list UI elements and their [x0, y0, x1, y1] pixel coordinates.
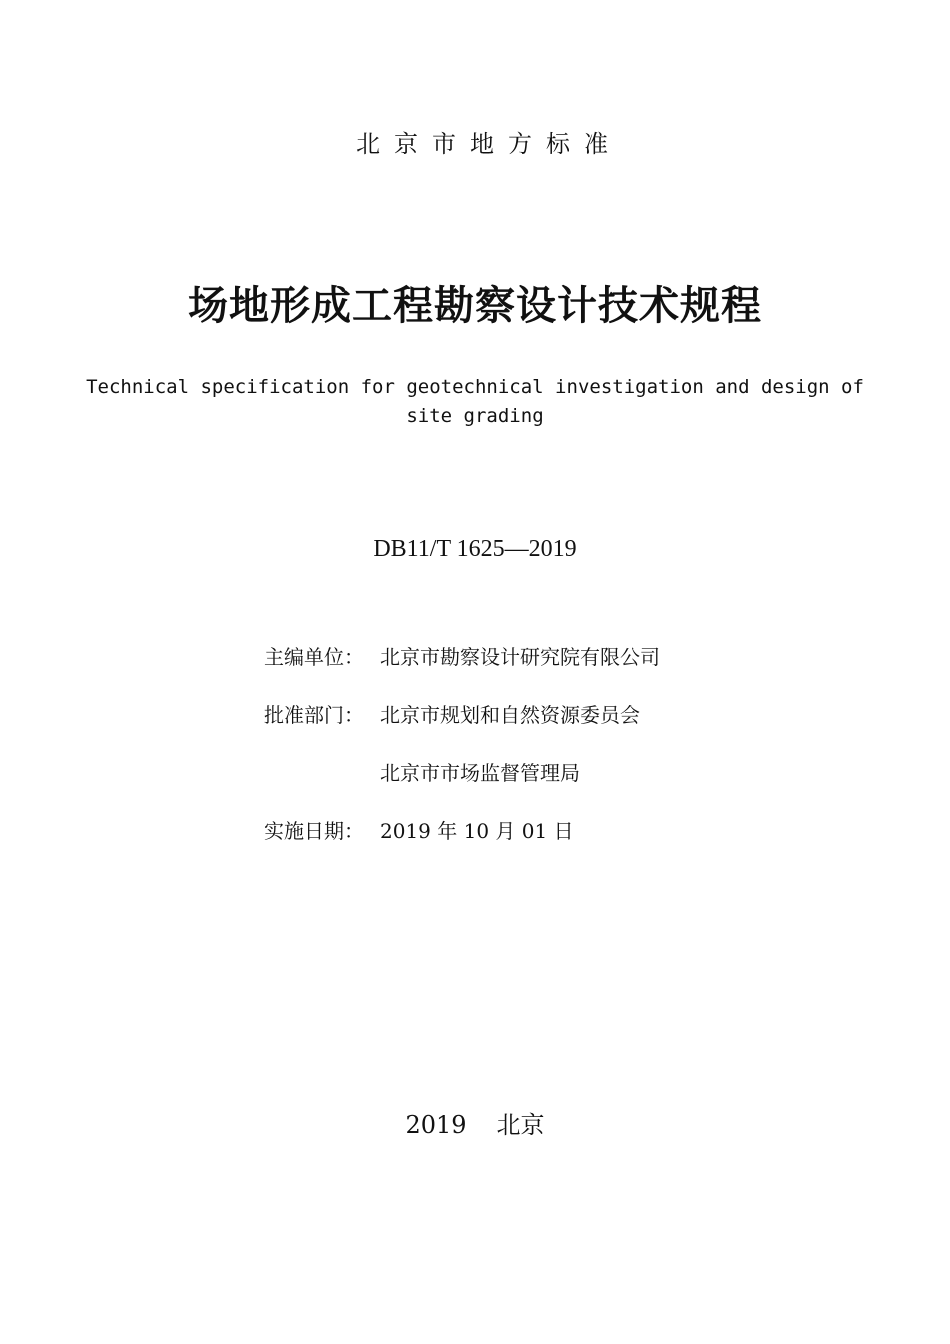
- approver-row: [264, 700, 640, 730]
- standard-category: 北京市地方标准: [356, 130, 622, 158]
- approver-value-1: 北京市规划和自然资源委员会: [380, 703, 640, 727]
- editor-value: 北京市勘察设计研究院有限公司: [380, 645, 660, 669]
- editor-row: [264, 642, 660, 672]
- editor-label: 主编单位：: [264, 645, 364, 669]
- footer-place: 北京: [496, 1111, 545, 1139]
- effective-date-value: 2019 年 10 月 01 日: [380, 819, 574, 843]
- effective-date-row: [264, 816, 574, 846]
- standard-number: DB11/T 1625—2019: [373, 536, 577, 562]
- footer-year-place: [0, 1108, 950, 1142]
- approver-row-2: [264, 758, 580, 788]
- footer-year: 2019: [405, 1111, 467, 1139]
- document-title-english: Technical specification for geotechnical investigation and design of site grading: [86, 376, 864, 427]
- document-title-chinese: 场地形成工程勘察设计技术规程: [188, 283, 762, 329]
- approver-label: 批准部门：: [264, 703, 364, 727]
- approver-value-2: 北京市市场监督管理局: [380, 761, 580, 785]
- effective-date-label: 实施日期：: [264, 819, 364, 843]
